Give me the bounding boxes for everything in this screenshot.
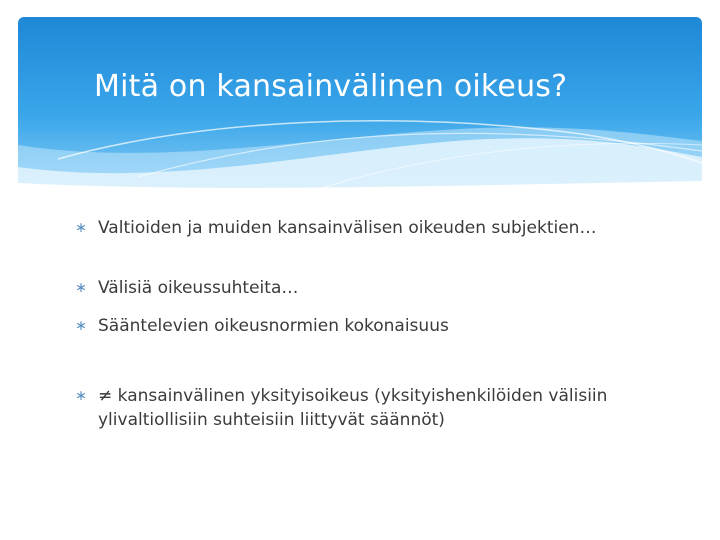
list-item	[72, 314, 662, 338]
title-banner	[18, 17, 702, 197]
bullet-text: Välisiä oikeussuhteita…	[98, 278, 299, 298]
asterisk-bullet-icon: ∗	[75, 318, 87, 334]
list-item	[72, 276, 662, 300]
asterisk-bullet-icon: ∗	[75, 280, 87, 296]
wave-decoration	[18, 17, 702, 197]
list-item	[72, 216, 662, 240]
bullet-text: ≠ kansainvälinen yksityisoikeus (yksityishenkilöiden välisiin ylivaltiollisiin suhteisiin liittyvät säännöt)	[98, 386, 608, 430]
asterisk-bullet-icon: ∗	[75, 220, 87, 236]
bullet-text: Sääntelevien oikeusnormien kokonaisuus	[98, 316, 449, 336]
bullet-text: Valtioiden ja muiden kansainvälisen oikeuden subjektien…	[98, 218, 597, 238]
slide-title: Mitä on kansainvälinen oikeus?	[94, 69, 568, 104]
asterisk-bullet-icon: ∗	[75, 388, 87, 404]
list-item	[72, 384, 662, 432]
